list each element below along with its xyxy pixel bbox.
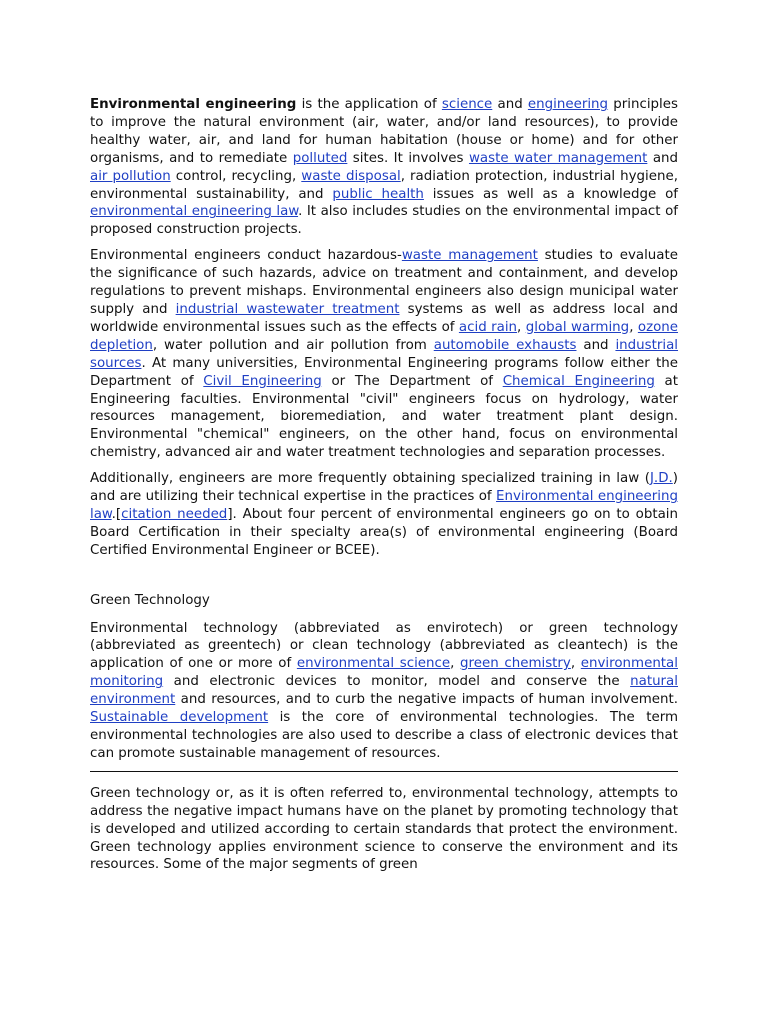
link-acid-rain[interactable]: acid rain xyxy=(458,319,518,335)
link-green-chemistry[interactable]: green chemistry xyxy=(460,656,571,672)
text-run: control, recycling, xyxy=(170,168,302,184)
text-run: sites. It involves xyxy=(347,150,469,166)
paragraph-environmental-technology xyxy=(90,620,678,763)
link-engineering[interactable]: engineering xyxy=(527,97,609,112)
link-environmental-engineering-law[interactable]: environmental engineering law xyxy=(90,204,299,220)
text-run: systems as well as address local and worldwide environmental issues such as the effects of xyxy=(90,301,678,335)
link-civil-engineering[interactable]: Civil Engineering xyxy=(203,373,322,389)
link-waste-management[interactable]: waste management xyxy=(401,248,538,264)
link-chemical-engineering[interactable]: Chemical Engineering xyxy=(502,373,655,389)
text-run: is the core of environmental technologies. The term environmental technologies are also used to describe a class of electronic devices that can promote sustainable management of resources. xyxy=(90,710,679,761)
text-run: . At many universities, Environmental Engineering programs follow either the Department of xyxy=(90,355,678,389)
link-waste-disposal[interactable]: waste disposal xyxy=(301,168,401,184)
text-run: at Engineering faculties. Environmental "civil" engineers focus on hydrology, water resources management, bioremediation, and water treatment plant design. Environmental "chemical" engineers, on the other hand, focus on environmental chemistry, advanced air and water treatment technologies and separation processes. xyxy=(90,373,678,461)
link-polluted[interactable]: polluted xyxy=(292,150,348,166)
text-run: and resources, and to curb the negative impacts of human involvement. xyxy=(175,692,678,708)
text-run: is the application of xyxy=(296,97,442,112)
link-industrial-wastewater-treatment[interactable]: industrial wastewater treatment xyxy=(175,301,400,317)
link-environmental-monitoring[interactable]: environmental monitoring xyxy=(90,656,678,690)
text-run: . It also includes studies on the environmental impact of proposed construction projects. xyxy=(90,204,678,238)
link-jd[interactable]: J.D. xyxy=(649,471,673,487)
paragraph-green-technology xyxy=(90,785,678,875)
link-ozone-depletion[interactable]: ozone depletion xyxy=(90,319,679,353)
text-run: Green technology or, as it is often referred to, environmental technology, attempts to address the negative impact humans have on the planet by promoting technology that is developed and utilized according to certain standards that protect the environment. Green technology applies environment science to conserve the environment and its resources. Some of the major segments of green xyxy=(90,785,678,873)
text-run: Environmental engineers conduct hazardous- xyxy=(90,248,402,264)
link-air-pollution[interactable]: air pollution xyxy=(90,168,171,184)
link-environmental-engineering-law-2[interactable]: Environmental engineering law xyxy=(90,489,678,522)
text-run: , xyxy=(450,656,461,672)
link-environmental-science[interactable]: environmental science xyxy=(296,656,451,672)
text-run: .[ xyxy=(111,506,122,522)
document-page xyxy=(90,96,678,882)
link-public-health[interactable]: public health xyxy=(332,186,424,202)
text-run: , radiation protection, industrial hygiene, environmental sustainability, and xyxy=(90,168,679,202)
term-environmental-engineering: Environmental engineering xyxy=(90,97,297,112)
text-run: Environmental technology (abbreviated as envirotech) or green technology (abbreviated as greentech) or clean technology (abbreviated as cleantech) is the application of one or more of xyxy=(90,620,678,672)
link-waste-water-management[interactable]: waste water management xyxy=(468,150,648,166)
link-science[interactable]: science xyxy=(441,97,493,112)
text-run: and xyxy=(576,337,616,353)
paragraph-environmental-engineering xyxy=(90,96,678,239)
text-run: ]. About four percent of environmental engineers go on to obtain Board Certification in their specialty area(s) of environmental engineering (Board Certified Environmental Engineer or BCEE). xyxy=(90,506,678,558)
text-run: issues as well as a knowledge of xyxy=(423,186,678,202)
link-automobile-exhausts[interactable]: automobile exhausts xyxy=(433,337,577,353)
horizontal-rule xyxy=(90,771,678,772)
paragraph-law-training xyxy=(90,470,678,560)
text-run: ) and are utilizing their technical expertise in the practices of xyxy=(90,471,678,505)
link-sustainable-development[interactable]: Sustainable development xyxy=(90,710,269,726)
text-run: studies to evaluate the significance of such hazards, advice on treatment and containment, and develop regulations to prevent mishaps. Environmental engineers also design municipal water supply and xyxy=(90,248,678,317)
text-run: , xyxy=(629,319,638,335)
text-run: and xyxy=(492,97,528,112)
link-citation-needed[interactable]: citation needed xyxy=(121,506,228,522)
paragraph-environmental-engineers xyxy=(90,247,678,462)
text-run: or The Department of xyxy=(321,373,503,389)
text-run: and xyxy=(647,150,679,166)
link-natural-environment[interactable]: natural environment xyxy=(90,674,678,708)
text-run: and electronic devices to monitor, model and conserve the xyxy=(163,674,631,690)
text-run: Additionally, engineers are more frequently obtaining specialized training in law ( xyxy=(90,471,650,487)
text-run: , xyxy=(570,656,581,672)
link-industrial-sources[interactable]: industrial sources xyxy=(90,337,679,371)
section-heading-green-technology: Green Technology xyxy=(90,592,210,608)
text-run: , xyxy=(517,319,526,335)
text-run: principles to improve the natural environment (air, water, and/or land resources), to provide healthy water, air, and land for human habitation (house or home) and for other organisms, and to remediate xyxy=(90,97,678,166)
link-global-warming[interactable]: global warming xyxy=(525,319,630,335)
text-run: , water pollution and air pollution from xyxy=(152,337,434,353)
